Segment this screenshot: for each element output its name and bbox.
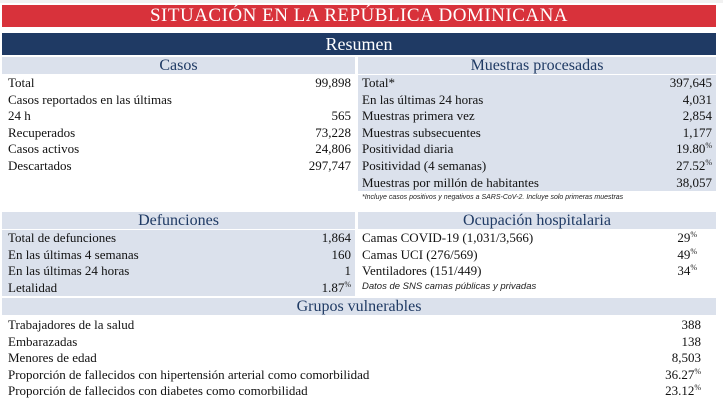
row-value: 138 (681, 333, 701, 349)
table-row (2, 383, 705, 400)
row-label: Embarazadas (8, 333, 78, 349)
table-row (2, 230, 355, 247)
row-value: 24,806 (315, 141, 351, 157)
table-row (358, 141, 716, 158)
row-label: Muestras primera vez (362, 108, 475, 124)
ocupacion-footnote: Datos de SNS camas públicas y privadas (362, 281, 537, 292)
page-title: SITUACIÓN EN LA REPÚBLICA DOMINICANA (2, 5, 716, 27)
table-row (358, 175, 716, 192)
defunciones-table (2, 230, 355, 296)
table-row (358, 75, 716, 92)
table-row (2, 92, 355, 109)
defunciones-header: Defunciones (2, 212, 355, 229)
row-label: Ventiladores (151/449) (362, 263, 482, 279)
table-row (2, 263, 355, 280)
row-value: 388 (681, 317, 701, 332)
row-label: En las últimas 24 horas (8, 263, 130, 279)
row-value: 565 (331, 108, 351, 124)
top-divider (0, 0, 723, 3)
row-value: 2,854 (682, 108, 712, 124)
row-value: 4,031 (682, 91, 712, 107)
row-value: 8,503 (671, 350, 701, 366)
row-label: Proporción de fallecidos con hipertensión arterial como comorbilidad (8, 366, 370, 382)
row-value: 23.12% (665, 383, 701, 399)
muestras-header: Muestras procesadas (358, 57, 716, 74)
row-label: En las últimas 4 semanas (8, 246, 139, 262)
row-value: 397,645 (669, 75, 712, 90)
row-value: 1,864 (321, 230, 351, 245)
row-label: Total* (362, 75, 396, 90)
row-label: Total de defunciones (8, 230, 117, 245)
table-row (2, 247, 355, 264)
row-value: 27.52% (676, 157, 712, 173)
row-label: Casos activos (8, 141, 80, 157)
muestras-table (358, 75, 716, 191)
row-label: En las últimas 24 horas (362, 91, 484, 107)
ocupacion-table (358, 230, 701, 280)
table-row (2, 108, 355, 125)
casos-table (2, 75, 355, 175)
table-row (358, 247, 701, 264)
row-value: 297,747 (308, 157, 351, 173)
row-label: Positividad diaria (362, 141, 454, 157)
table-row (2, 317, 705, 334)
row-label: Menores de edad (8, 350, 97, 366)
row-label: Camas UCI (276/569) (362, 246, 478, 262)
row-value: 36.27% (665, 366, 701, 382)
row-label: Muestras subsecuentes (362, 124, 481, 140)
ocupacion-header: Ocupación hospitalaria (358, 212, 716, 229)
row-value: 73,228 (315, 124, 351, 140)
row-label: 24 h (8, 108, 31, 124)
row-value: 1 (344, 263, 351, 279)
row-value: 34% (677, 263, 697, 279)
table-row (2, 125, 355, 142)
row-label: Proporción de fallecidos con diabetes como comorbilidad (8, 383, 308, 399)
row-value: 49% (677, 246, 697, 262)
table-row (358, 158, 716, 175)
grupos-header: Grupos vulnerables (2, 298, 716, 315)
table-row (358, 125, 716, 142)
row-label: Total (8, 75, 35, 90)
table-row (358, 92, 716, 109)
row-label: Positividad (4 semanas) (362, 157, 487, 173)
row-label: Recuperados (8, 124, 76, 140)
row-value: 99,898 (315, 75, 351, 90)
table-row (358, 108, 716, 125)
summary-header: Resumen (2, 33, 716, 55)
row-label: Muestras por millón de habitantes (362, 174, 539, 190)
table-row (2, 158, 355, 175)
table-row (2, 367, 705, 384)
row-label: Descartados (8, 157, 72, 173)
table-row (2, 141, 355, 158)
table-row (2, 350, 705, 367)
row-value: 1.87% (321, 279, 351, 295)
table-row (358, 230, 701, 247)
table-row (358, 263, 701, 280)
row-value: 19.80% (676, 141, 712, 157)
row-value: 160 (331, 246, 351, 262)
row-value: 1,177 (682, 124, 712, 140)
muestras-footnote: *Incluye casos positivos y negativos a SARS-CoV-2. Incluye solo primeras muestras (362, 194, 624, 201)
row-label: Trabajadores de la salud (8, 317, 135, 332)
table-row (2, 280, 355, 297)
row-value: 29% (677, 230, 697, 245)
row-label: Letalidad (8, 279, 58, 295)
casos-header: Casos (2, 57, 355, 74)
row-value: 38,057 (676, 174, 712, 190)
row-label: Casos reportados en las últimas (8, 91, 172, 107)
table-row (2, 75, 355, 92)
row-label: Camas COVID-19 (1,031/3,566) (362, 230, 534, 245)
table-row (2, 334, 705, 351)
grupos-table (2, 317, 705, 400)
